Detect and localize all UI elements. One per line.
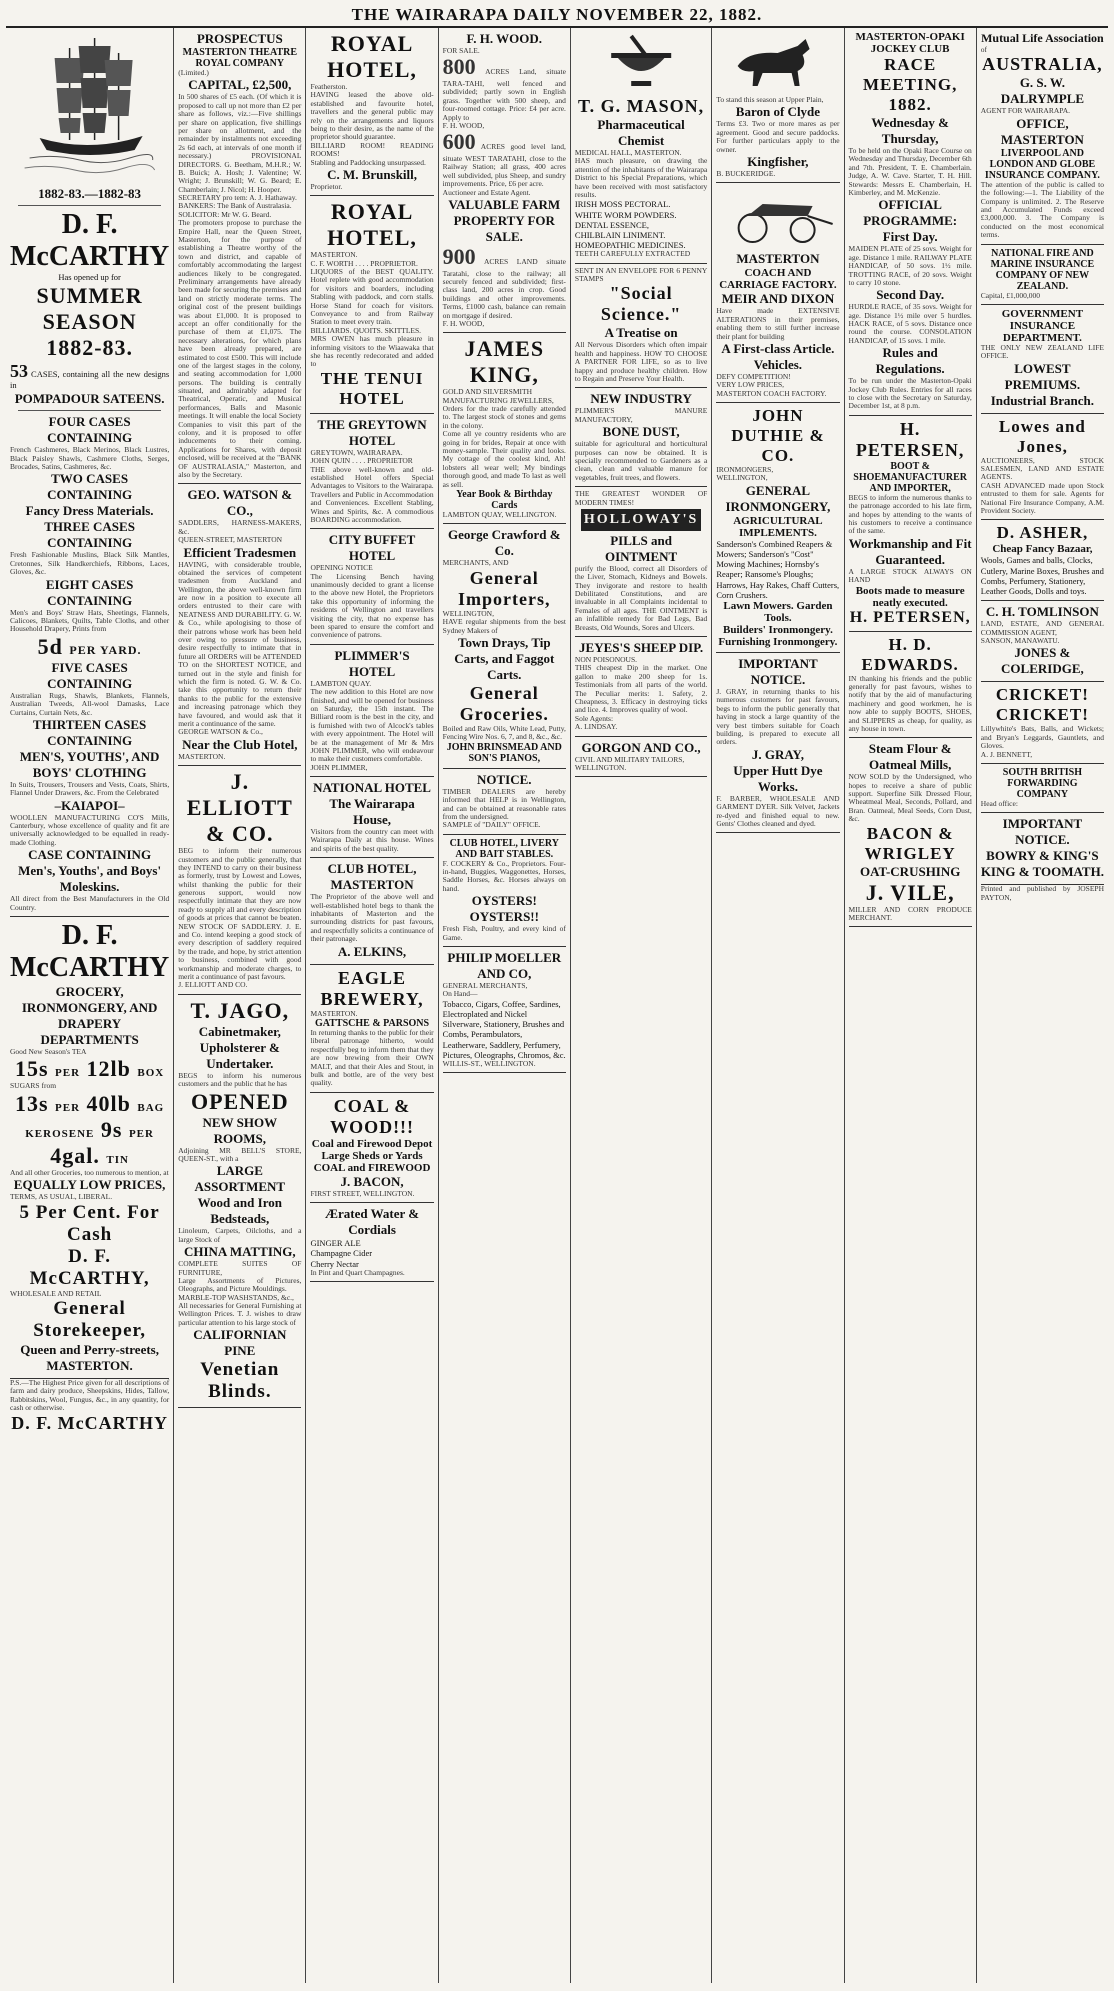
- bankers: BANKERS: The Bank of Australasia.: [178, 201, 292, 211]
- column-7: [845, 28, 977, 1983]
- coal-wood: COAL & WOOD!!!: [330, 1095, 415, 1137]
- large-stock: A LARGE STOCK ALWAYS ON HAND: [848, 566, 972, 585]
- elkins: A. ELKINS,: [337, 943, 407, 959]
- elliott-text: BEG to inform their numerous customers and the public generally, that they INTEND to carry on their business as formerly, trust by Lowest and Lowes, whilst thanking the public for their generous support, would now respectfully intimate that they are now ready to supply all and every description of goods at prices that cannot be beaten. NEW STOCK OF SADDLERY. J. E. and Co. intend keeping a good stock of every description of saddlery required by the trade, and hope, by strict attention to business, combined with good workmanship and moderate charges, to merit a continuance of past favours.: [178, 846, 302, 981]
- season-years: 1882-83.—1882-83: [38, 186, 142, 201]
- print-price: 5d PER YARD.: [37, 633, 142, 659]
- tea-text: Good New Season's TEA: [10, 1047, 87, 1057]
- jeyes-text: THIS cheapest Dip in the market. One gallon to make 200 sheep for 1s. Testimonials from all parts of the world. The Peculiar merits: 1. Safety, 2. Cheapness, 3. Efficacy in destroying ticks and lice. 4. Improves quality of wool.: [574, 663, 708, 715]
- wairarapa-agent: AGENT FOR WAIRARAPA.: [980, 106, 1071, 116]
- column-1: [6, 28, 174, 1983]
- gray: J. GRAY,: [751, 746, 804, 762]
- official-programme: OFFICIAL PROGRAMME:: [863, 197, 958, 229]
- social-science: "Social Science.": [600, 283, 682, 325]
- saddlers: SADDLERS, HARNESS-MAKERS, &c.: [178, 518, 302, 536]
- australia: AUSTRALIA,: [982, 54, 1103, 75]
- head-office: Head office:: [980, 798, 1018, 808]
- for-sale: FOR SALE.: [442, 46, 480, 55]
- aerated-water: Ærated Water & Cordials: [324, 1206, 420, 1238]
- storekeeper-name: D. F. McCARTHY,: [29, 1245, 150, 1289]
- lindsay: A. LINDSAY.: [574, 722, 618, 732]
- moeller-warehouse: WILLIS-ST., WELLINGTON.: [442, 1058, 536, 1068]
- worth-text: LIQUORS of the BEST QUALITY. Hotel replete with good accommodation for visitors and boarders, including Stabling with paddock, and corn stalls. Horse Stand for coach for visitors. Conveyance to and from Railway Station to meet every train.: [310, 267, 434, 327]
- jago-text-2: All necessaries for General Furnishing at Wellington Prices. T. J. wishes to draw particular attention to his large stock of: [178, 1301, 302, 1327]
- ironmongers: IRONMONGERS,: [716, 465, 774, 475]
- dental-essence: DENTAL ESSENCE,: [574, 219, 649, 230]
- plimmer-hotel: PLIMMER'S HOTEL: [334, 647, 410, 679]
- china-matting: CHINA MATTING,: [183, 1244, 296, 1260]
- first-day-text: MAIDEN PLATE of 25 sovs. Weight for age. Distance 1 mile. RAILWAY PLATE HANDICAP, of 50 sovs. 1½ mile. TROTTING RACE, of 20 sovs. Weight to carry 10 stone.: [848, 244, 972, 287]
- two-cases: TWO CASES CONTAINING: [47, 471, 133, 503]
- buckeridge: B. BUCKERIDGE.: [716, 168, 776, 178]
- gorgon-town: WELLINGTON.: [574, 762, 627, 772]
- stabling: Stabling and Paddocking unsurpassed.: [310, 157, 426, 167]
- eight-cases-text: Men's and Boys' Straw Hats, Sheetings, Flannels, Calicoes, Blankets, Quilts, Table Cloths, and other Household Drapery, Prints from: [10, 607, 170, 634]
- venetian-blinds: Venetian Blinds.: [200, 1359, 280, 1403]
- watson-name: GEO. WATSON & CO.,: [187, 487, 293, 519]
- holloways: HOLLOWAY'S: [581, 509, 701, 531]
- race-days: Wednesday & Thursday,: [871, 115, 949, 146]
- general-ironmongery: GENERAL IRONMONGERY,: [725, 482, 831, 514]
- asher: D. ASHER,: [996, 523, 1089, 543]
- mutual-of: of: [980, 45, 988, 54]
- miller: MILLER AND CORN PRODUCE MERCHANT.: [848, 904, 972, 923]
- greatest-wonder: THE GREATEST WONDER OF MODERN TIMES!: [574, 489, 708, 507]
- duthie-list: Sanderson's Combined Reapers & Mowers; Sanderson's "Cost" Mowing Machines; Hornsby's Reaper; Ransome's Ploughs; Harrows, Hay Rakes, Chaff Cutters, Corn Crushers.: [716, 538, 840, 600]
- liverpool: LIVERPOOL AND LONDON AND GLOBE INSURANCE COMPANY.: [984, 147, 1100, 181]
- fish: Fresh Fish, Poultry, and every kind of Game.: [442, 924, 566, 942]
- coal-depot: Coal and Firewood Depot: [311, 1137, 433, 1150]
- sateens-heading: POMPADOUR SATEENS.: [14, 391, 165, 407]
- south-british: SOUTH BRITISH FORWARDING COMPANY: [1002, 766, 1082, 800]
- five-cases-text: Australian Rugs, Shawls, Blankets, Flannels, Australian Tweeds, All-wool Damasks, Lace Curtains, Curtain Nets, &c.: [10, 690, 170, 717]
- poem: Come all ye country residents who are going in for brides, Repair at once with money-sample. Their quality and looks. My cottage of the coolest kind, Ah! lobsters all wear well; My bindings thorough good, and made To last as well as sell.: [442, 429, 566, 489]
- plimmer-signature: JOHN PLIMMER,: [310, 762, 368, 772]
- theatre-company: MASTERTON THEATRE ROYAL COMPANY: [182, 47, 298, 69]
- grocery-heading: GROCERY, IRONMONGERY, AND DRAPERY DEPARTMENTS: [21, 984, 158, 1048]
- stand-heading: To stand this season at Upper Plain,: [716, 95, 824, 104]
- acres-600: 600 ACRES good level land, situate WEST TARATAHI, close to the Railway Station; all grass, 400 acres well subdivided, plus Sheep, and sundry improvements. Price, £6 per acre.: [442, 129, 566, 189]
- general-importers: General Importers,: [458, 567, 551, 609]
- national-hotel: NATIONAL HOTEL: [313, 780, 431, 796]
- workmanship: Workmanship and Fit Guaranteed.: [848, 535, 972, 567]
- bacon-wrigley: BACON & WRIGLEY: [864, 823, 956, 863]
- duthie-wellington: WELLINGTON,: [716, 473, 768, 483]
- tea-price: 15s PER 12lb BOX: [14, 1056, 165, 1082]
- gattsche-parsons: GATTSCHE & PARSONS: [315, 1018, 430, 1029]
- tomlinson: C. H. TOMLINSON: [985, 604, 1099, 620]
- greytown-hotel: THE GREYTOWN HOTEL: [317, 416, 427, 448]
- wood-header: F. H. WOOD.: [466, 31, 543, 46]
- vehicles: Vehicles.: [753, 356, 803, 372]
- dye-text: F. BARBER, WHOLESALE AND GARMENT DYER. Silk Velvet, Jackets re-dyed and finished equal to new. Gents' Clothes cleaned and dyed.: [716, 793, 840, 828]
- summer-years: 1882-83.: [46, 334, 134, 360]
- sanson: SANSON, MANAWATU.: [980, 635, 1060, 645]
- only-life: THE ONLY NEW ZEALAND LIFE OFFICE.: [980, 342, 1105, 361]
- moleskins: Men's, Youths', and Boys' Moleskins.: [18, 863, 162, 895]
- agricultural: AGRICULTURAL IMPLEMENTS.: [733, 514, 823, 539]
- gray-text: J. GRAY, in returning thanks to his numerous customers for past favours, begs to inform the public generally that having in stock a large quantity of the very best timbers suitable for Coach building, is prepared to execute all orders.: [716, 686, 840, 747]
- rules-text: To be run under the Masterton-Opaki Jockey Club Rules. Entries for all races to close with the Secretary on Saturday, December 1st, at 8 p.m.: [848, 376, 972, 411]
- crawford-wellington: WELLINGTON,: [442, 608, 494, 618]
- royal-masterton-town: MASTERTON.: [310, 250, 358, 260]
- four-cases-text: French Cashmeres, Black Merinos, Black Lustres, Black Paisley Shawls, Cashmere Cloths, Serges, Brocades, Satins, Cashmeres, &c.: [10, 445, 170, 471]
- column-3: [306, 28, 438, 1983]
- buffet-text: The Licensing Bench having unanimously decided to grant a license to the above new Hotel, the Proprietors take this opportunity of informing the residents of Wellington and travellers visiting the city, that no expense has been spared to ensure the comfort and convenience of patrons.: [310, 571, 434, 640]
- government-insurance: GOVERNMENT INSURANCE DEPARTMENT.: [1001, 307, 1084, 344]
- wholesale-text: WHOLESALE AND RETAIL: [10, 1288, 102, 1298]
- new-industry: NEW INDUSTRY: [590, 391, 692, 407]
- masthead: THE WAIRARAPA DAILY NOVEMBER 22, 1882.: [6, 4, 1108, 28]
- marble-top: MARBLE-TOP WASHSTANDS, &c.,: [178, 1292, 294, 1302]
- lawn-mowers: Lawn Mowers. Garden Tools.: [723, 599, 833, 624]
- auctioneers: AUCTIONEERS, STOCK SALESMEN, LAND AND ESTATE AGENTS.: [980, 455, 1105, 482]
- race-text: To be held on the Opaki Race Course on Wednesday and Thursday, December 6th and 7th. President, T. E. Chamberlain. Judge, A. W. Cave. Starter, T. H. Hill. Stewards: Messrs E. Chamberlain, H. Kimberley, and M. McKenzie.: [848, 146, 972, 197]
- bedsteads: Wood and Iron Bedsteads,: [197, 1195, 282, 1227]
- auctioneer-1: Auctioneer and Estate Agent.: [442, 187, 531, 197]
- prospectus: PROSPECTUS: [196, 31, 283, 46]
- furnishing: Furnishing Ironmongery.: [718, 635, 838, 648]
- boots-measure: Boots made to measure neatly executed.: [855, 584, 965, 609]
- gorgon: GORGON AND CO.,: [581, 739, 701, 755]
- near-club-town: MASTERTON.: [178, 751, 226, 761]
- column-4: [439, 28, 571, 1983]
- petersen-name-2: H. PETERSEN,: [849, 608, 971, 626]
- postscript: P.S.—The Highest Price given for all descriptions of farm and dairy produce, Sheepskins, Hides, Tallow, Rabbitskins, Wool, Fungus, &c., in any quantity, for cash or otherwise.: [10, 1377, 170, 1413]
- sailing-ship-illustration: [10, 28, 169, 178]
- prospectus-text: In 500 shares of £5 each. (Of which it is proposed to call up not more than £2 per share as follows, viz.:—Five shillings per share on application, five shillings per share on allotment, and the remainder by instalments not exceeding 2s 6d each, at intervals of one month if necessary.) PROVISIONAL DIRECTORS. G. Beetham, M.H.R.; W. B. Buick; A. Hosh; J. Valentine; W. Wright; J. Brunskill; W. G. Beard; E. Chamberlain; J. Nicol; H. Hooper.: [178, 92, 302, 194]
- horse-text: Terms £3. Two or more mares as per agreement. Good and secure paddocks. For further particulars apply to the owner.: [716, 119, 840, 154]
- homeopathic: HOMEOPATHIC MEDICINES.: [574, 240, 686, 251]
- columns: [6, 28, 1108, 1983]
- opened-line: Has opened up for: [58, 272, 121, 282]
- duthie: JOHN DUTHIE & CO.: [731, 406, 825, 466]
- jago-name: T. JAGO,: [190, 997, 290, 1023]
- office-masterton: OFFICE, MASTERTON: [1000, 115, 1084, 147]
- kingfisher: Kingfisher,: [747, 153, 809, 169]
- cash-discount: 5 Per Cent. For Cash: [19, 1201, 160, 1245]
- chilblain: CHILBLAIN LINIMENT.: [574, 229, 666, 240]
- petersen-text: BEGS to inform the numerous thanks to the patronage accorded to his late firm, and hopes by attending to the wants of his customers to receive a continuance of the same.: [848, 492, 972, 536]
- chemist: Pharmaceutical Chemist: [597, 117, 685, 148]
- bowry-king: BOWRY & KING'S: [986, 848, 1099, 864]
- direct-text: All direct from the Best Manufacturers in the Old Country.: [10, 894, 170, 912]
- town-drays: Town Drays, Tip Carts, and Faggot Carts.: [454, 634, 555, 682]
- second-day-text: HURDLE RACE, of 35 sovs. Weight for age. Distance 1½ mile over 5 hurdles. HACK RACE, of 5 sovs. Distance once round the course. CONSOLATION HANDICAP, of 15 sovs. 1 mile.: [848, 302, 972, 345]
- irish-moss: IRISH MOSS PECTORAL.: [574, 199, 671, 210]
- notice-text: TIMBER DEALERS are hereby informed that HELP is in Wellington, and can be obtained at reasonable rates from the undersigned.: [442, 786, 566, 821]
- column-2: [174, 28, 306, 1983]
- wood-sig-2: F. H. WOOD,: [442, 318, 485, 328]
- wood-sig-1: F. H. WOOD,: [442, 120, 485, 130]
- royal-text: HAVING leased the above old-established and favourite hotel, travellers and the general public may rely on the arrangements and liquors being to their desire, as the name of the proprietor should guarantee.: [310, 90, 434, 142]
- cherry-nectar: Cherry Nectar: [310, 1258, 359, 1269]
- fancy-bazaar: Cheap Fancy Bazaar,: [992, 543, 1093, 556]
- merchant-name: D. F. McCARTHY: [10, 209, 170, 272]
- general-groceries: General Groceries.: [459, 682, 549, 724]
- notice: NOTICE.: [477, 771, 532, 787]
- tenui-hotel: THE TENUI HOTEL: [320, 368, 424, 408]
- royal-hotel-masterton: ROYAL HOTEL,: [327, 199, 417, 251]
- baron-of-clyde: Baron of Clyde: [735, 104, 821, 120]
- kaiapoi: –KAIAPOI–: [54, 797, 125, 813]
- column-8: [977, 28, 1108, 1983]
- moeller: PHILIP MOELLER AND CO,: [447, 950, 562, 982]
- mutual-life: Mutual Life Association: [981, 31, 1104, 45]
- aerated-list: [310, 1238, 433, 1269]
- jewellers: MANUFACTURING JEWELLERS,: [442, 395, 554, 405]
- crawford: George Crawford & Co.: [447, 527, 561, 559]
- merchants: MERCHANTS, AND: [442, 558, 509, 568]
- case-containing: CASE CONTAINING: [28, 847, 152, 863]
- saddlers-address: QUEEN-STREET, MASTERTON: [178, 535, 283, 545]
- royal-hotel: ROYAL HOTEL,: [327, 31, 417, 82]
- greytown: GREYTOWN, WAIRARAPA.: [310, 447, 403, 457]
- jeyes: JEYES'S SHEEP DIP.: [579, 640, 704, 656]
- watson-text: HAVING, with considerable trouble, obtained the services of competent tradesmen from Auckland and Wellington, the above well-known firm are now in a position to execute all orders entrusted to their care with NEATNESS AND DURABILITY. G. W. & Co., while apologising to those of their patrons whose work has been held over owing to pressure of business, desire respectfully to intimate that in future all ORDERS will be ATTENDED TO on the SHORTEST NOTICE, and turned out in the style and finish for which the firm is noted. G. W. & Co. take this opportunity to return their thanks to the public for the extensive and increasing patronage which they have favoured, and would ask that it merit a continuance of the same.: [178, 559, 302, 728]
- general-merchants: GENERAL MERCHANTS,: [442, 981, 528, 991]
- lowest-premiums: LOWEST PREMIUMS.: [1004, 360, 1081, 392]
- dalrymple: G. S. W. DALRYMPLE: [1000, 75, 1085, 107]
- jockey-club: MASTERTON-OPAKI JOCKEY CLUB: [855, 31, 965, 55]
- national-fire: NATIONAL FIRE AND MARINE INSURANCE COMPANY OF NEW ZEALAND.: [990, 247, 1095, 292]
- imprint: Printed and published by JOSEPH PAYTON,: [980, 884, 1105, 902]
- medical-hall: MEDICAL HALL, MASTERTON.: [574, 148, 682, 157]
- jeyes-agents: Sole Agents:: [574, 713, 614, 723]
- bone-text: suitable for agricultural and horticultural purposes can now be obtained. It is specially recommended to Gardeners as a clean, clean and valuable manure for vegetables, fruit trees, and flowers.: [574, 439, 708, 482]
- masterton-town: MASTERTON.: [46, 1357, 133, 1373]
- edwards-text: IN thanking his friends and the public generally for past favours, wishes to notify that by the aid of manufacturing machinery and good workmen, he is now able to supply BOOTS, SHOES, and SLIPPERS as cheap, for quality, as any house in town.: [848, 673, 972, 733]
- efficient-tradesmen: Efficient Tradesmen: [183, 544, 297, 560]
- terms-text: TERMS, AS USUAL, LIBERAL.: [10, 1192, 113, 1202]
- footer-name: D. F. McCARTHY: [11, 1412, 168, 1433]
- prospectus-body: The promoters propose to purchase the Empire Hall, near the Queen Street, Masterton, for the purpose of establishing a Theatre worthy of the town and district, and capable of comfortably accommodating the largest audiences likely to be congregated. Preliminary arrangements have already been made for securing the premises and land on strictly moderate terms. The original cost of the present buildings was about £1,000. It is proposed to accept an offer conditionally for the purchase of them at £1,075. The necessary alterations, for which plans have been already prepared, are estimated to cost £500. This will include one of the largest stages in the colony, and seating accommodation for 1,000 persons. The building is centrally situated, and admirably adapted for Theatrical, Operatic, and Musical performances, Balls and Masonic meetings. It will enable the local Society Companies to visit this part of the colony, and it is proposed to offer inducements to their coming. Applications for Shares, with deposit enclosed, will be received at the "BANK OF AUSTRALASIA," Masterton, and also by the Secretary.: [178, 218, 302, 479]
- opened: OPENED: [190, 1088, 289, 1114]
- clothing-heading: MEN'S, YOUTHS', AND BOYS' CLOTHING: [19, 748, 160, 780]
- bacon-name: J. BACON,: [340, 1173, 404, 1189]
- merchant-name-2: D. F. McCARTHY: [10, 920, 170, 984]
- ginger-ale: GINGER ALE: [310, 1238, 361, 1249]
- large-sheds: Large Sheds or Yards: [321, 1149, 423, 1162]
- tenui-text: MRS OWEN has much pleasure in informing visitors to the Wiaawaka that she has recently redecorated and added to: [310, 334, 434, 369]
- fancy-dress: Fancy Dress Materials.: [25, 503, 154, 519]
- john-quin: JOHN QUIN . . . . PROPRIETOR: [310, 456, 413, 466]
- king-text: Orders for the trade carefully attended to. The largest stock of stones and gems in the colony.: [442, 404, 566, 430]
- equally-low: EQUALLY LOW PRICES,: [13, 1177, 166, 1193]
- coach-factory-title: COACH AND CARRIAGE FACTORY.: [719, 267, 837, 292]
- californian-pine: CALIFORNIAN PINE: [193, 1327, 287, 1359]
- column-5: [571, 28, 712, 1983]
- elliott-signature: J. ELLIOTT AND CO.: [178, 980, 248, 990]
- meir-dixon: MEIR AND DIXON: [721, 291, 835, 307]
- kaiapoi-text: WOOLLEN MANUFACTURING CO'S Mills, Canterbury, whose excellence of quality and fit are universally acknowledged to be equalled in ready-made Clothing.: [10, 812, 170, 847]
- brunskill-proprietor: Proprietor.: [310, 181, 343, 191]
- coach-text: Have made EXTENSIVE ALTERATIONS in their premises, enabling them to still further increase their plant for building: [716, 306, 840, 341]
- acres-900: 900 ACRES LAND situate Taratahi, close to the railway; all securely fenced and subdivided; first-class land, 200 acres in crop. Good buildings and other improvements. Terms, £1000 cash, balance can remain on mortgage if desired.: [442, 243, 566, 320]
- treatise: A Treatise on: [604, 325, 678, 341]
- treatise-text: All Nervous Disorders which often impair health and happiness. HOW TO CHOOSE A PARTNER FOR LIFE, so as to live happy and produce healthy children. How to Regain and Preserve Your Health.: [574, 340, 708, 384]
- gold-silver: GOLD AND SILVERSMITH: [442, 387, 532, 397]
- eagle-town: MASTERTON.: [310, 1008, 358, 1018]
- crawford-text: HAVE regular shipments from the best Sydney Makers of: [442, 617, 566, 635]
- three-cases: THREE CASES CONTAINING: [44, 519, 135, 551]
- oysters: OYSTERS! OYSTERS!!: [469, 893, 539, 925]
- non-poisonous: NON POISONOUS.: [574, 655, 637, 665]
- jones-coleridge: JONES & COLERIDGE,: [1001, 645, 1084, 677]
- coach-factory-sig: MASTERTON COACH FACTORY.: [716, 388, 827, 398]
- capital: Capital, £1,000,000: [980, 290, 1040, 300]
- pills-ointment: PILLS and OINTMENT: [604, 532, 678, 564]
- boot-manufacturer: BOOT & SHOEMANUFACTURER AND IMPORTER,: [853, 460, 968, 494]
- city-buffet: CITY BUFFET HOTEL: [328, 532, 416, 564]
- general-storekeeper: General Storekeeper,: [33, 1297, 146, 1341]
- kerosene-price: KEROSENE 9s PER 4gal. TIN: [25, 1116, 154, 1168]
- limited: (Limited.): [178, 68, 209, 77]
- assortment-text: Large Assortments of Pictures, Oleographs, and Picture Mouldings.: [178, 1275, 302, 1294]
- dye-works: Upper Hutt Dye Works.: [733, 762, 823, 794]
- national-text: Visitors from the country can meet with Wairarapa Daily at this house. Wines and spirits of the best quality.: [310, 827, 434, 853]
- very-low-prices: VERY LOW PRICES,: [716, 380, 785, 390]
- samples: SAMPLE of "DAILY" OFFICE.: [442, 820, 541, 830]
- steam-mills: Steam Flour & Oatmeal Mills,: [868, 741, 952, 773]
- eagle-brewery: EAGLE BREWERY,: [320, 967, 424, 1009]
- club-livery: CLUB HOTEL, LIVERY AND BAIT STABLES.: [449, 837, 559, 860]
- on-hand: On Hand—: [442, 989, 478, 999]
- worth-proprietor: C. F. WORTH . . . . PROPRIETOR.: [310, 258, 418, 268]
- envelope: SENT IN AN ENVELOPE FOR 6 PENNY STAMPS: [574, 265, 708, 284]
- plimmer-manure: PLIMMER'S MANURE MANUFACTORY,: [574, 406, 708, 424]
- carriage-icon: [716, 186, 839, 246]
- rules: Rules and Regulations.: [875, 345, 945, 377]
- mortar-pestle-icon: [575, 31, 707, 91]
- mason-list: [575, 199, 707, 250]
- suites: COMPLETE SUITES OF FURNITURE,: [178, 1259, 302, 1277]
- groceries-text: Boiled and Raw Oils, White Lead, Putty, Fencing Wire Nos. 6, 7, and 8, &c., &c.: [442, 723, 566, 742]
- sateen-cases: 53 CASES, containing all the new designs in: [10, 360, 170, 391]
- second-day: Second Day.: [876, 287, 945, 303]
- petersen-name: H. PETERSEN,: [855, 418, 965, 460]
- column-6: [712, 28, 844, 1983]
- mills-text: NOW SOLD by the Undersigned, who hopes to receive a share of public support. Superfine Silk Dressed Flour, Wheatmeal Meal, Seconds, Pollard, and Bran. Oatmeal, Meal Seeds, Corn Dust, &c.: [848, 772, 972, 824]
- masterton-coach-title: MASTERTON: [736, 251, 820, 267]
- three-cases-text: Fresh Fashionable Muslins, Black Silk Mantles, Cretonnes, Silk Handkerchiefs, Ribbons, Laces, Gloves, &c.: [10, 550, 170, 577]
- brinsmead: JOHN BRINSMEAD AND SON'S PIANOS,: [446, 741, 562, 764]
- lowes-text: CASH ADVANCED made upon Stock entrusted to them for sale. Agents for National Fire Insurance Company, A.M. Provident Society.: [980, 480, 1105, 516]
- lillywhite: Lillywhite's Bats, Balls, and Wickets; and Bryan's Leggards, Gauntlets, and Gloves.: [980, 724, 1105, 751]
- asher-list: Wools, Games and balls, Clocks, Cutlery, Marine Boxes, Brushes and Combs, Perfumery, Stationery, Leather Goods, Dolls and toys.: [980, 555, 1104, 596]
- secretary: SECRETARY pro tem: A. J. Hathaway.: [178, 193, 297, 203]
- important-notice: IMPORTANT NOTICE.: [738, 655, 818, 687]
- elliott-name: J. ELLIOTT & CO.: [186, 769, 293, 847]
- bennett: A. J. BENNETT,: [980, 749, 1033, 759]
- moeller-list: Tobacco, Cigars, Coffee, Sardines, Electroplated and Nickel Silverware, Stationery, Brushes and Combs, Perambulators, Leatherware, Saddlery, Perfumery, Pictures, Oleographs, Chromos, &c.: [442, 998, 566, 1060]
- sugar-price: 13s PER 40lb BAG: [14, 1090, 165, 1116]
- featherston: Featherston.: [310, 82, 348, 91]
- greytown-text: THE above well-known and old-established Hotel offers Special Advantages to Visitors to the Wairarapa. Travellers and Public in Accommodation and Conveniences. Excellent Stabling, Wines and Spirits, &c. A commodious BOARDING accommodation.: [310, 464, 434, 524]
- mason-text: HAS much pleasure, on drawing the attention of the inhabitants of the Wairarapa District to his Special Preparations, which have been received with most satisfactory results.: [574, 156, 708, 199]
- club-text: The Proprietor of the above well and well-established hotel begs to thank the inhabitants of Masterton and the surrounding districts for past favours, and respectfully solicits a continuance of their patronage.: [310, 892, 434, 944]
- cricket: CRICKET! CRICKET!: [995, 685, 1089, 725]
- defy: DEFY COMPETITION!: [716, 371, 791, 381]
- builders: Builders' Ironmongery.: [723, 623, 833, 636]
- first-class: A First-class Article.: [721, 340, 835, 356]
- land-estate: LAND, ESTATE, AND GENERAL COMMISSION AGENT,: [980, 619, 1105, 637]
- year-book: Year Book & Birthday Cards: [456, 488, 553, 511]
- bone-dust: BONE DUST,: [602, 424, 680, 440]
- watson-signature: GEORGE WATSON & Co.,: [178, 727, 263, 737]
- important-notice-2: IMPORTANT NOTICE.: [1002, 816, 1083, 848]
- industrial-branch: Industrial Branch.: [990, 392, 1095, 408]
- bacon-town: FIRST STREET, WELLINGTON.: [310, 1188, 415, 1198]
- four-cases: FOUR CASES CONTAINING: [47, 414, 133, 446]
- wairarapa-house: The Wairarapa House,: [329, 796, 415, 828]
- queen-perry: Queen and Perry-streets,: [20, 1341, 159, 1357]
- king-lambton: LAMBTON QUAY, WELLINGTON.: [442, 509, 557, 519]
- linoleum: Linoleum, Carpets, Oilcloths, and a large Stock of: [178, 1226, 302, 1244]
- oat-crushing: OAT-CRUSHING: [859, 863, 961, 879]
- lowes-jones: Lowes and Jones,: [998, 416, 1086, 456]
- billiards-quoits: BILLIARDS. QUOITS. SKITTLES.: [310, 325, 422, 335]
- james-king: JAMES KING,: [464, 336, 545, 388]
- club-hotel: CLUB HOTEL, MASTERTON: [327, 861, 417, 893]
- solicitor: SOLICITOR: Mr W. G. Beard.: [178, 209, 272, 219]
- vile: J. VILE,: [865, 879, 955, 905]
- large-assortment: LARGE ASSORTMENT: [194, 1163, 286, 1195]
- brunskill: C. M. Brunskill,: [327, 166, 418, 182]
- groceries-text: And all other Groceries, too numerous to mention, at: [10, 1167, 169, 1177]
- plimmer-text: The new addition to this Hotel are now finished, and will be opened for business on Saturday, the 15th instant. The Billiard room is the best in the city, and is furnished with two of Alcock's tables with every appointment. The Hotel will be at the management of Mr & Mrs JOHN PLIMMER, who will endeavour to make their customers comfortable.: [310, 687, 434, 764]
- capital: CAPITAL, £2,500,: [188, 77, 292, 93]
- worm-powders: WHITE WORM POWDERS.: [574, 209, 677, 220]
- teeth: TEETH CAREFULLY EXTRACTED: [574, 249, 691, 259]
- acres-800: 800 ACRES Land, situate TARA-TAHI, well fenced and subdivided; partly sown in English grass. Together with 500 sheep, and four-roomed cottage. Price: £4 per acre. Apply to: [442, 54, 566, 122]
- near-club: Near the Club Hotel,: [182, 736, 298, 752]
- new-showrooms: NEW SHOW ROOMS,: [202, 1114, 278, 1146]
- king-toomath: KING & TOOMATH.: [980, 864, 1104, 880]
- pills-text: purify the Blood, correct all Disorders of the Liver, Stomach, Kidneys and Bowels. They invigorate and restore to health Debilitated Constitutions, and are invaluable in all Complaints incidental to Females of all ages. THE OINTMENT is an infallible remedy for Bad Legs, Bad Breasts, Old Wounds, Sores and Ulcers.: [574, 563, 708, 632]
- clothing-text: In Suits, Trousers, Trousers and Vests, Coats, Shirts, Flannel Under Drawers, &c. From the Celebrated: [10, 779, 170, 798]
- coal-prices: COAL and FIREWOOD: [313, 1161, 431, 1174]
- cabinetmaker: Cabinetmaker, Upholsterer & Undertaker.: [198, 1023, 281, 1071]
- horse-icon: [716, 31, 839, 91]
- jago-intro: BEGS to inform his numerous customers and the public that he has: [178, 1070, 302, 1089]
- eight-cases: EIGHT CASES CONTAINING: [45, 576, 134, 608]
- champagne-cider: Champagne Cider: [310, 1248, 373, 1259]
- thirteen-cases: THIRTEEN CASES CONTAINING: [32, 716, 147, 748]
- aerated-stock: In Pint and Quart Champagnes.: [310, 1267, 405, 1277]
- first-day: First Day.: [882, 229, 938, 245]
- edwards: H. D. EDWARDS.: [861, 634, 959, 674]
- race-meeting: RACE MEETING, 1882.: [862, 55, 958, 114]
- five-cases: FIVE CASES CONTAINING: [47, 659, 133, 691]
- livery-text: F. COCKERY & Co., Proprietors. Four-in-hand, Buggies, Waggonettes, Horses, Saddle Horses, &c. Horses always on hand.: [442, 858, 566, 893]
- opening-notice: OPENING NOTICE: [310, 563, 373, 573]
- civil-military: CIVIL AND MILITARY TAILORS,: [574, 754, 685, 764]
- liverpool-text: The attention of the public is called to the following:—1. The Liability of the Company is unlimited. 2. The Reserve and Accumulated Funds exceed £3,000,000. 3. The Company is conducted on the most economical terms.: [980, 179, 1105, 240]
- adjoining: Adjoining MR BELL'S STORE, QUEEN-ST., with a: [178, 1145, 302, 1163]
- billiard-reading: BILLIARD ROOM! READING ROOMS!: [310, 140, 434, 159]
- valuable-farm: VALUABLE FARM PROPERTY FOR SALE.: [448, 196, 561, 244]
- lambton-quay: LAMBTON QUAY.: [310, 678, 372, 688]
- eagle-text: In returning thanks to the public for their liberal patronage hitherto, would respectfully beg to inform them that they are now brewing from their OWN MALT, and that their Ales and Stout, in bulk and bottle, are of the very best quality.: [310, 1028, 434, 1088]
- mason-name: T. G. MASON,: [578, 96, 705, 116]
- summer-season: SUMMER SEASON: [36, 282, 143, 334]
- sugar-text: SUGARS from: [10, 1081, 57, 1091]
